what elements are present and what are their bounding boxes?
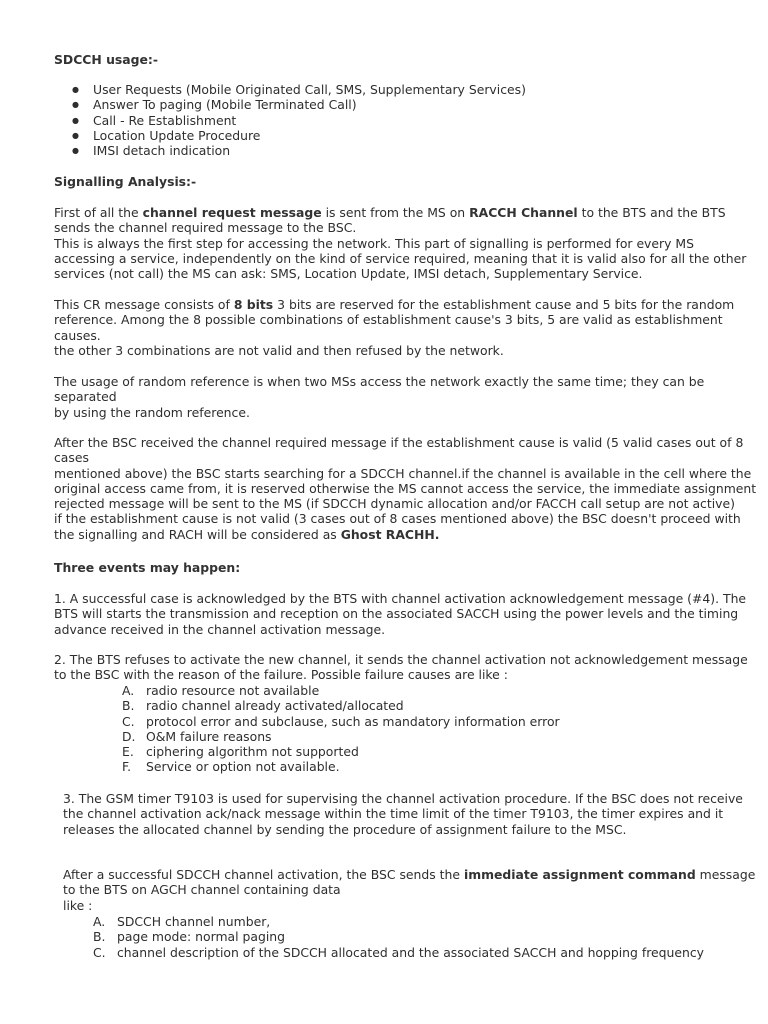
text-line: 1. A successful case is acknowledged by the BTS with channel activation acknowledgement message (#4). The (54, 591, 747, 606)
heading-three-events: Three events may happen: (54, 560, 241, 575)
assignment-data-list (93, 914, 704, 960)
text-line: releases the allocated channel by sending the procedure of assignment failure to the MSC. (63, 821, 627, 837)
text-line: to the BSC with the reason of the failure. Possible failure causes are like : (54, 667, 508, 683)
text-line: causes. (54, 327, 101, 343)
text-line: 2. The BTS refuses to activate the new channel, it sends the channel activation not acknowledgement message (54, 652, 748, 667)
text-line: This is always the first step for accessing the network. This part of signalling is performed for every MS (54, 235, 694, 251)
text-line: the signalling and RACH will be considered as Ghost RACHH. (54, 526, 440, 542)
failure-causes-list (122, 683, 560, 775)
text-line: like : (63, 897, 93, 913)
event-2 (54, 652, 748, 683)
text-line: mentioned above) the BSC starts searching for a SDCCH channel.if the channel is available in the cell where the (54, 465, 752, 481)
list-item: A. radio resource not available (122, 683, 320, 698)
paragraph-channel-request (54, 205, 746, 281)
paragraph-immediate-assignment (63, 867, 755, 913)
paragraph-random-reference (54, 374, 704, 420)
text-line: After the BSC received the channel required message if the establishment cause is valid (5 valid cases out of 8 (54, 435, 744, 450)
usage-item: ● Call - Re Establishment (72, 113, 526, 128)
event-1 (54, 591, 746, 637)
text-line: the other 3 combinations are not valid and then refused by the network. (54, 342, 504, 358)
text-line: to the BTS on AGCH channel containing data (63, 882, 341, 898)
list-item: B. radio channel already activated/allocated (122, 698, 404, 714)
text-line: if the establishment cause is not valid (3 cases out of 8 cases mentioned above) the BSC doesn't proceed with (54, 511, 741, 527)
heading-sdcch-usage: SDCCH usage:- (54, 52, 159, 67)
list-item: C. protocol error and subclause, such as mandatory information error (122, 713, 560, 729)
text-line: services (not call) the MS can ask: SMS, Location Update, IMSI detach, Supplementary Service. (54, 266, 643, 282)
list-item: E. ciphering algorithm not supported (122, 744, 359, 760)
event-3 (63, 791, 743, 837)
text-line: rejected message will be sent to the MS (if SDCCH dynamic allocation and/or FACCH call setup are not active) (54, 496, 735, 512)
text-line: the channel activation ack/nack message within the time limit of the timer T9103, the timer expires and it (63, 806, 724, 822)
text-line: advance received in the channel activation message. (54, 621, 386, 637)
text-line: After a successful SDCCH channel activation, the BSC sends the immediate assignment command message (63, 867, 756, 882)
usage-list (72, 82, 526, 158)
paragraph-cr-message (54, 297, 734, 358)
usage-item: ● Location Update Procedure (72, 128, 526, 143)
list-item: B. page mode: normal paging (93, 929, 285, 945)
list-item: C. channel description of the SDCCH allocated and the associated SACCH and hopping frequency (93, 944, 704, 960)
text-line: cases (54, 450, 89, 466)
list-item: D. O&M failure reasons (122, 728, 272, 744)
text-line: by using the random reference. (54, 404, 250, 420)
text-line: 3. The GSM timer T9103 is used for supervising the channel activation procedure. If the BSC does not receive (63, 791, 743, 806)
heading-signalling-analysis: Signalling Analysis:- (54, 174, 197, 189)
text-line: The usage of random reference is when two MSs access the network exactly the same time; they can be (54, 374, 705, 389)
list-item: A. SDCCH channel number, (93, 914, 271, 929)
text-line: separated (54, 389, 117, 405)
text-line: reference. Among the 8 possible combinations of establishment cause's 3 bits, 5 are valid as establishment (54, 312, 723, 328)
usage-item: ● IMSI detach indication (72, 143, 526, 158)
usage-item: ● Answer To paging (Mobile Terminated Call) (72, 97, 526, 112)
paragraph-bsc-processing (54, 435, 756, 542)
text-line: original access came from, it is reserved otherwise the MS cannot access the service, the immediate assignment (54, 480, 757, 496)
text-line: accessing a service, independently on the kind of service required, meaning that it is valid also for all the other (54, 250, 747, 266)
usage-item: ● User Requests (Mobile Originated Call, SMS, Supplementary Services) (72, 82, 526, 97)
text-line: sends the channel required message to the BSC. (54, 220, 357, 236)
text-line: This CR message consists of 8 bits 3 bits are reserved for the establishment cause and 5 bits for the random (54, 297, 735, 312)
text-line: First of all the channel request message is sent from the MS on RACCH Channel to the BTS and the BTS (54, 205, 726, 220)
text-line: BTS will starts the transmission and reception on the associated SACCH using the power levels and the timing (54, 606, 739, 622)
list-item: F. Service or option not available. (122, 759, 340, 775)
